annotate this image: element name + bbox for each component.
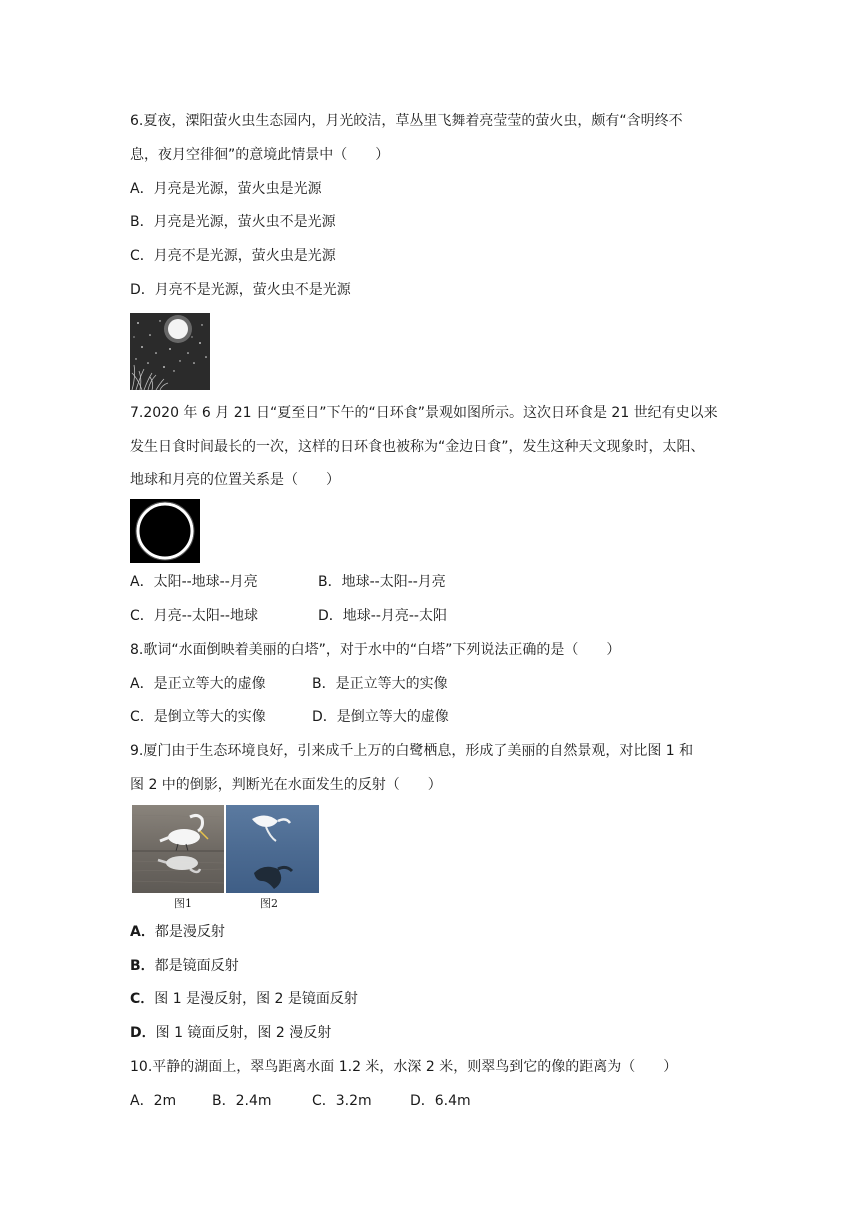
q7-stem-line1: 7.2020 年 6 月 21 日“夏至日”下午的“日环食”景观如图所示。这次日环食是 21 世纪有史以来: [130, 405, 718, 421]
egret-figure-2: [226, 805, 319, 893]
q10-stem: 10.平静的湖面上，翠鸟距离水面 1.2 米，水深 2 米，则翠鸟到它的像的距离为（ ）: [130, 1059, 678, 1075]
q9-stem-line1: 9.厦门由于生态环境良好，引来成千上万的白鹭栖息，形成了美丽的自然景观，对比图 1 和: [130, 743, 694, 759]
q6-option-d: D．月亮不是光源，萤火虫不是光源: [130, 282, 351, 298]
q6-option-b: B．月亮是光源，萤火虫不是光源: [130, 214, 336, 230]
q9-option-b: [130, 956, 239, 976]
q9-option-c-letter: C．: [130, 991, 155, 1007]
q10-option-d: D．6.4m: [410, 1093, 471, 1109]
q8-option-a: A．是正立等大的虚像: [130, 676, 266, 692]
q9-option-a-letter: A．: [130, 924, 155, 940]
q8-option-d: D．是倒立等大的虚像: [312, 709, 449, 725]
q9-option-d: [130, 1023, 331, 1043]
q7-options-row1: [130, 572, 446, 592]
egret-figure-1: [132, 805, 224, 893]
q6-stem-line1: 6.夏夜，溧阳萤火虫生态园内，月光皎洁，草丛里飞舞着亮莹莹的萤火虫，颇有“含明终不: [130, 113, 683, 129]
q7-option-d: D．地球--月亮--太阳: [318, 608, 447, 624]
q7-stem-line3: 地球和月亮的位置关系是（ ）: [130, 472, 340, 488]
q6-option-a: A．月亮是光源，萤火虫是光源: [130, 181, 322, 197]
annular-eclipse-image: [130, 499, 200, 563]
q9-option-a: [130, 922, 225, 942]
q7-option-a: A．太阳--地球--月亮: [130, 574, 258, 590]
q9-option-d-text: 图 1 镜面反射，图 2 漫反射: [155, 1025, 332, 1041]
q9-stem-line2: 图 2 中的倒影，判断光在水面发生的反射（ ）: [130, 777, 442, 793]
q9-option-b-letter: B．: [130, 958, 155, 974]
q7-stem-line2: 发生日食时间最长的一次，这样的日环食也被称为“金边日食”，发生这种天文现象时，太阳、: [130, 439, 705, 455]
q9-option-c-text: 图 1 是漫反射，图 2 是镜面反射: [154, 991, 358, 1007]
q8-option-b: B．是正立等大的实像: [312, 676, 448, 692]
q9-option-a-text: 都是漫反射: [154, 924, 225, 940]
q10-option-b: B．2.4m: [212, 1093, 272, 1109]
q8-options-row1: [130, 674, 448, 694]
q7-options-row2: [130, 606, 447, 626]
q9-option-c: [130, 989, 358, 1009]
q8-options-row2: [130, 707, 449, 727]
q10-option-a: A．2m: [130, 1093, 177, 1109]
q10-option-c: C．3.2m: [312, 1093, 372, 1109]
q7-option-b: B．地球--太阳--月亮: [318, 574, 446, 590]
q9-option-d-letter: D．: [130, 1025, 156, 1041]
q7-option-c: C．月亮--太阳--地球: [130, 608, 258, 624]
q9-option-b-text: 都是镜面反射: [154, 958, 239, 974]
q10-options-row: [130, 1091, 471, 1111]
q8-option-c: C．是倒立等大的实像: [130, 709, 266, 725]
figure-1-caption: 图1: [174, 897, 192, 910]
q6-option-c: C．月亮不是光源，萤火虫是光源: [130, 248, 336, 264]
q6-stem-line2: 息，夜月空徘徊”的意境此情景中（ ）: [130, 147, 390, 163]
figure-2-caption: 图2: [260, 897, 278, 910]
moon-firefly-image: [130, 313, 210, 390]
q8-stem: 8.歌词“水面倒映着美丽的白塔”，对于水中的“白塔”下列说法正确的是（ ）: [130, 642, 621, 658]
